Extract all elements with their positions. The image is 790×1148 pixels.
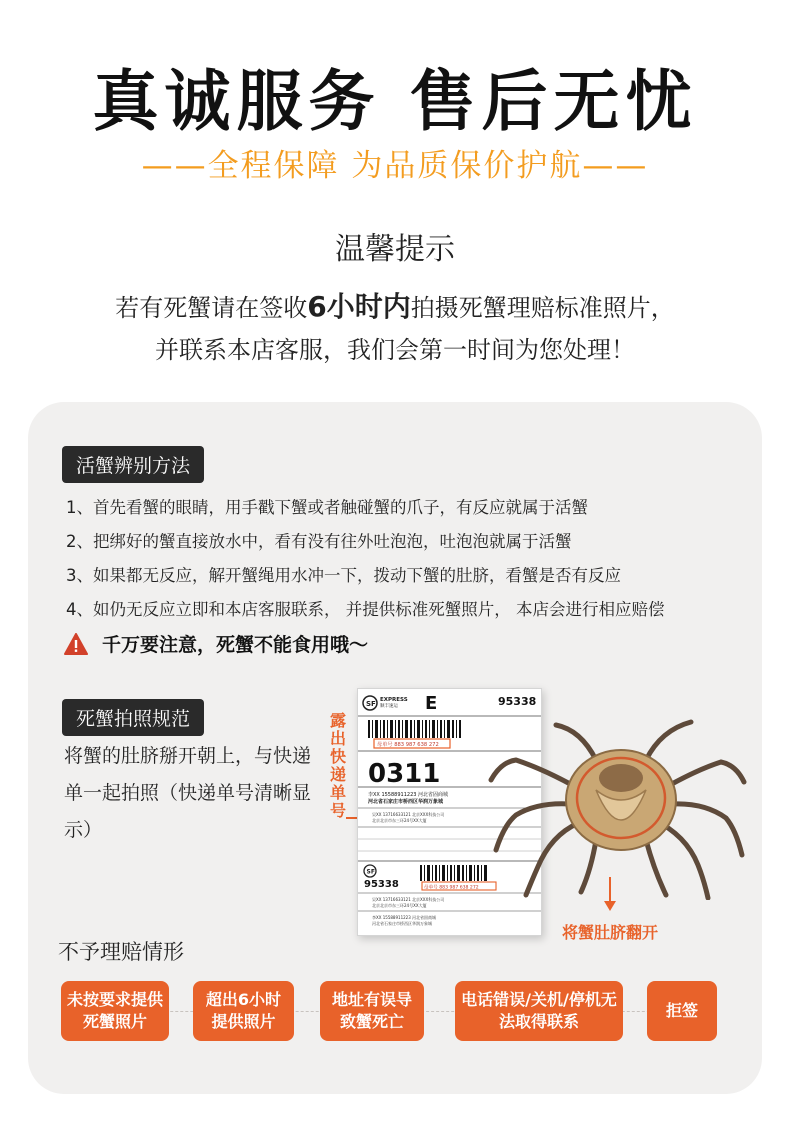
hero-title: 真诚服务 售后无忧: [92, 63, 698, 140]
hero-subtitle: ——全程保障 为品质保价护航——: [141, 148, 649, 184]
wb-tracking: 母单号 883 987 638 272: [377, 742, 439, 748]
svg-text:母单号 883 987 638 272: 母单号 883 987 638 272: [424, 885, 479, 891]
waybill-label: 露出快递单号: [329, 711, 346, 820]
wb-receiver-2: 河北省石家庄市桥西区华润万象城: [368, 799, 444, 805]
svg-text:SF: SF: [366, 700, 376, 708]
reject-item: 拒签: [647, 981, 717, 1041]
warning-text: 千万要注意，死蟹不能食用哦～: [102, 634, 369, 656]
wb-brand: EXPRESS: [380, 697, 408, 703]
live-crab-item: 3、如果都无反应，解开蟹绳用水冲一下，拨动下蟹的肚脐，看蟹是否有反应: [66, 566, 621, 585]
wb-brand-sub: 顺丰速运: [380, 704, 398, 709]
svg-text:SF: SF: [366, 868, 375, 876]
reject-item: 超出6小时提供照片: [193, 981, 294, 1041]
reject-item: 地址有误导致蟹死亡: [320, 981, 424, 1041]
wb-letter: E: [425, 693, 438, 714]
tips-line-1: 若有死蟹请在签收6小时内拍摄死蟹理赔标准照片，: [115, 290, 675, 323]
wb-route-code: 0311: [368, 759, 441, 789]
reject-item: 未按要求提供死蟹照片: [61, 981, 169, 1041]
warning-icon: [64, 633, 88, 655]
photo-rules-description: 将蟹的肚脐掰开朝上，与快递单一起拍照（快递单号清晰显示）: [64, 745, 312, 841]
svg-text:李XX 15588911223 河北省固商城: 李XX 15588911223 河北省固商城: [372, 915, 437, 920]
wb-hotline-2: 95338: [364, 879, 399, 890]
live-crab-item: 1、首先看蟹的眼睛，用手戳下蟹或者触碰蟹的爪子，有反应就属于活蟹: [66, 498, 588, 517]
live-crab-item: 4、如仍无反应立即和本店客服联系， 并提供标准死蟹照片， 本店会进行相应赔偿: [66, 600, 665, 619]
tips-line-2: 并联系本店客服，我们会第一时间为您处理！: [155, 336, 635, 364]
wb-receiver-1: 李XX 15588911223 河北省固商城: [368, 792, 449, 798]
reject-item: 电话错误/关机/停机无法取得联系: [455, 981, 623, 1041]
tips-title: 温馨提示: [335, 232, 455, 267]
wb-sender-2: 北京北京市东三环24号XX大厦: [372, 818, 427, 823]
warning-line: [64, 630, 368, 657]
live-crab-item: 2、把绑好的蟹直接放水中，看有没有往外吐泡泡，吐泡泡就属于活蟹: [66, 532, 572, 551]
photo-rules-heading: 死蟹拍照规范: [62, 699, 204, 736]
live-crab-heading: 活蟹辨别方法: [62, 446, 204, 483]
tips-highlight: 6小时内: [307, 290, 411, 323]
wb-hotline: 95338: [498, 695, 537, 708]
wb-sender-1: 吴XX 13716633121 北京XXX科技公司: [372, 812, 445, 817]
reject-title: 不予理赔情形: [58, 940, 184, 964]
flip-label: 将蟹肚脐翻开: [562, 923, 659, 942]
svg-text:北京北京市东三环24号XX大厦: 北京北京市东三环24号XX大厦: [372, 903, 427, 908]
crab-image: [486, 700, 748, 900]
barcode: [368, 720, 461, 738]
flip-arrow: [600, 875, 620, 915]
svg-text:河北省石家庄市桥西区华润万象城: 河北省石家庄市桥西区华润万象城: [372, 921, 432, 926]
svg-text:吴XX 13716633121 北京XXX科技公司: 吴XX 13716633121 北京XXX科技公司: [372, 897, 445, 902]
